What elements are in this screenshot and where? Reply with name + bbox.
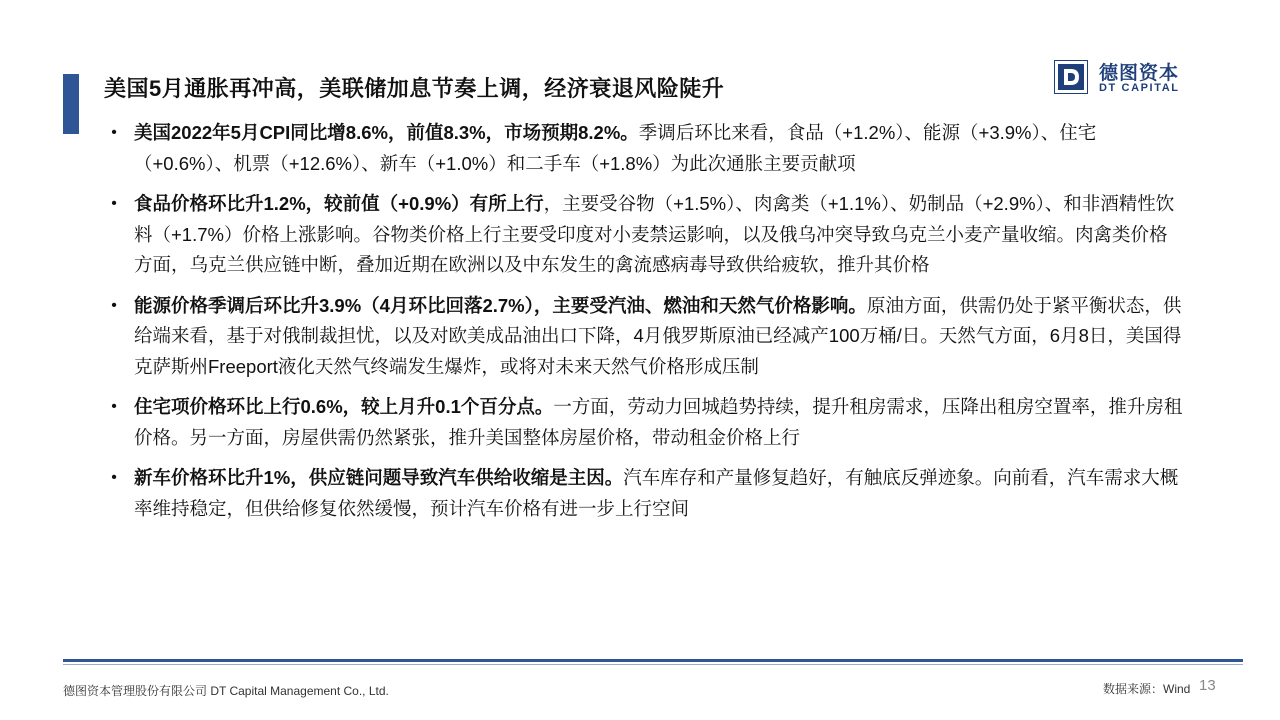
bullet-dot: •	[111, 296, 117, 314]
bullet-item-food	[104, 189, 1184, 281]
dt-logo-icon	[1054, 60, 1088, 94]
bullet-body: 季调后环比来看，食品（+1.2%）、能源（+3.9%）、住宅（+0.6%）、机票（+12.6%）、新车（+1.0%）和二手车（+1.8%）为此次通胀主要贡献项	[134, 122, 1097, 174]
page-number: 13	[1199, 677, 1216, 694]
footer-divider-thin	[63, 664, 1243, 665]
company-logo	[1054, 60, 1194, 100]
bullet-lead: 能源价格季调后环比升3.9%（4月环比回落2.7%），主要受汽油、燃油和天然气价格影响。	[134, 294, 867, 316]
bullet-lead: 食品价格环比升1.2%，较前值（+0.9%）有所上行	[134, 193, 544, 214]
bullet-body: ，主要受谷物（+1.5%）、肉禽类（+1.1%）、奶制品（+2.9%）、和非酒精性饮料（+1.7%）价格上涨影响。谷物类价格上行主要受印度对小麦禁运影响，以及俄乌冲突导致乌克兰小麦产量收缩。肉禽类价格方面，乌克兰供应链中断，叠加近期在欧洲以及中东发生的禽流感病毒导致供给疲软，推升其价格	[134, 193, 1175, 275]
page-title: 美国5月通胀再冲高，美联储加息节奏上调，经济衰退风险陡升	[104, 76, 725, 101]
footer-data-source: 数据来源：Wind	[1103, 682, 1191, 696]
bullet-dot: •	[111, 398, 117, 415]
bullet-lead: 新车价格环比升1%，供应链问题导致汽车供给收缩是主因。	[134, 467, 624, 488]
bullet-dot: •	[111, 195, 117, 212]
bullet-item-new-cars	[104, 463, 1184, 524]
footer-company: 德图资本管理股份有限公司 DT Capital Management Co., Ltd.	[63, 684, 389, 698]
bullet-item-cpi	[104, 118, 1184, 179]
bullet-lead: 美国2022年5月CPI同比增8.6%，前值8.3%，市场预期8.2%。	[134, 122, 639, 143]
logo-english-name: DT CAPITAL	[1099, 82, 1180, 94]
bullet-body: 汽车库存和产量修复趋好，有触底反弹迹象。向前看，汽车需求大概率维持稳定，但供给修复依然缓慢，预计汽车价格有进一步上行空间	[134, 467, 1179, 519]
bullet-item-energy	[104, 291, 1184, 383]
bullet-dot: •	[111, 124, 117, 141]
logo-chinese-name: 德图资本	[1099, 63, 1180, 84]
bullet-dot: •	[111, 469, 117, 486]
bullet-lead: 住宅项价格环比上行0.6%，较上月升0.1个百分点。	[134, 396, 554, 417]
bullet-list	[104, 118, 1184, 534]
footer-divider	[63, 659, 1243, 662]
bullet-body: 一方面，劳动力回城趋势持续，提升租房需求，压降出租房空置率，推升房租价格。另一方面，房屋供需仍然紧张，推升美国整体房屋价格，带动租金价格上行	[134, 396, 1183, 448]
bullet-body: 原油方面，供需仍处于紧平衡状态，供给端来看，基于对俄制裁担忧，以及对欧美成品油出口下降，4月俄罗斯原油已经减产100万桶/日。天然气方面，6月8日，美国得克萨斯州Freeport液化天然气终端发生爆炸，或将对未来天然气价格形成压制	[134, 294, 1182, 377]
bullet-item-housing	[104, 392, 1184, 453]
title-accent-bar	[63, 74, 79, 134]
